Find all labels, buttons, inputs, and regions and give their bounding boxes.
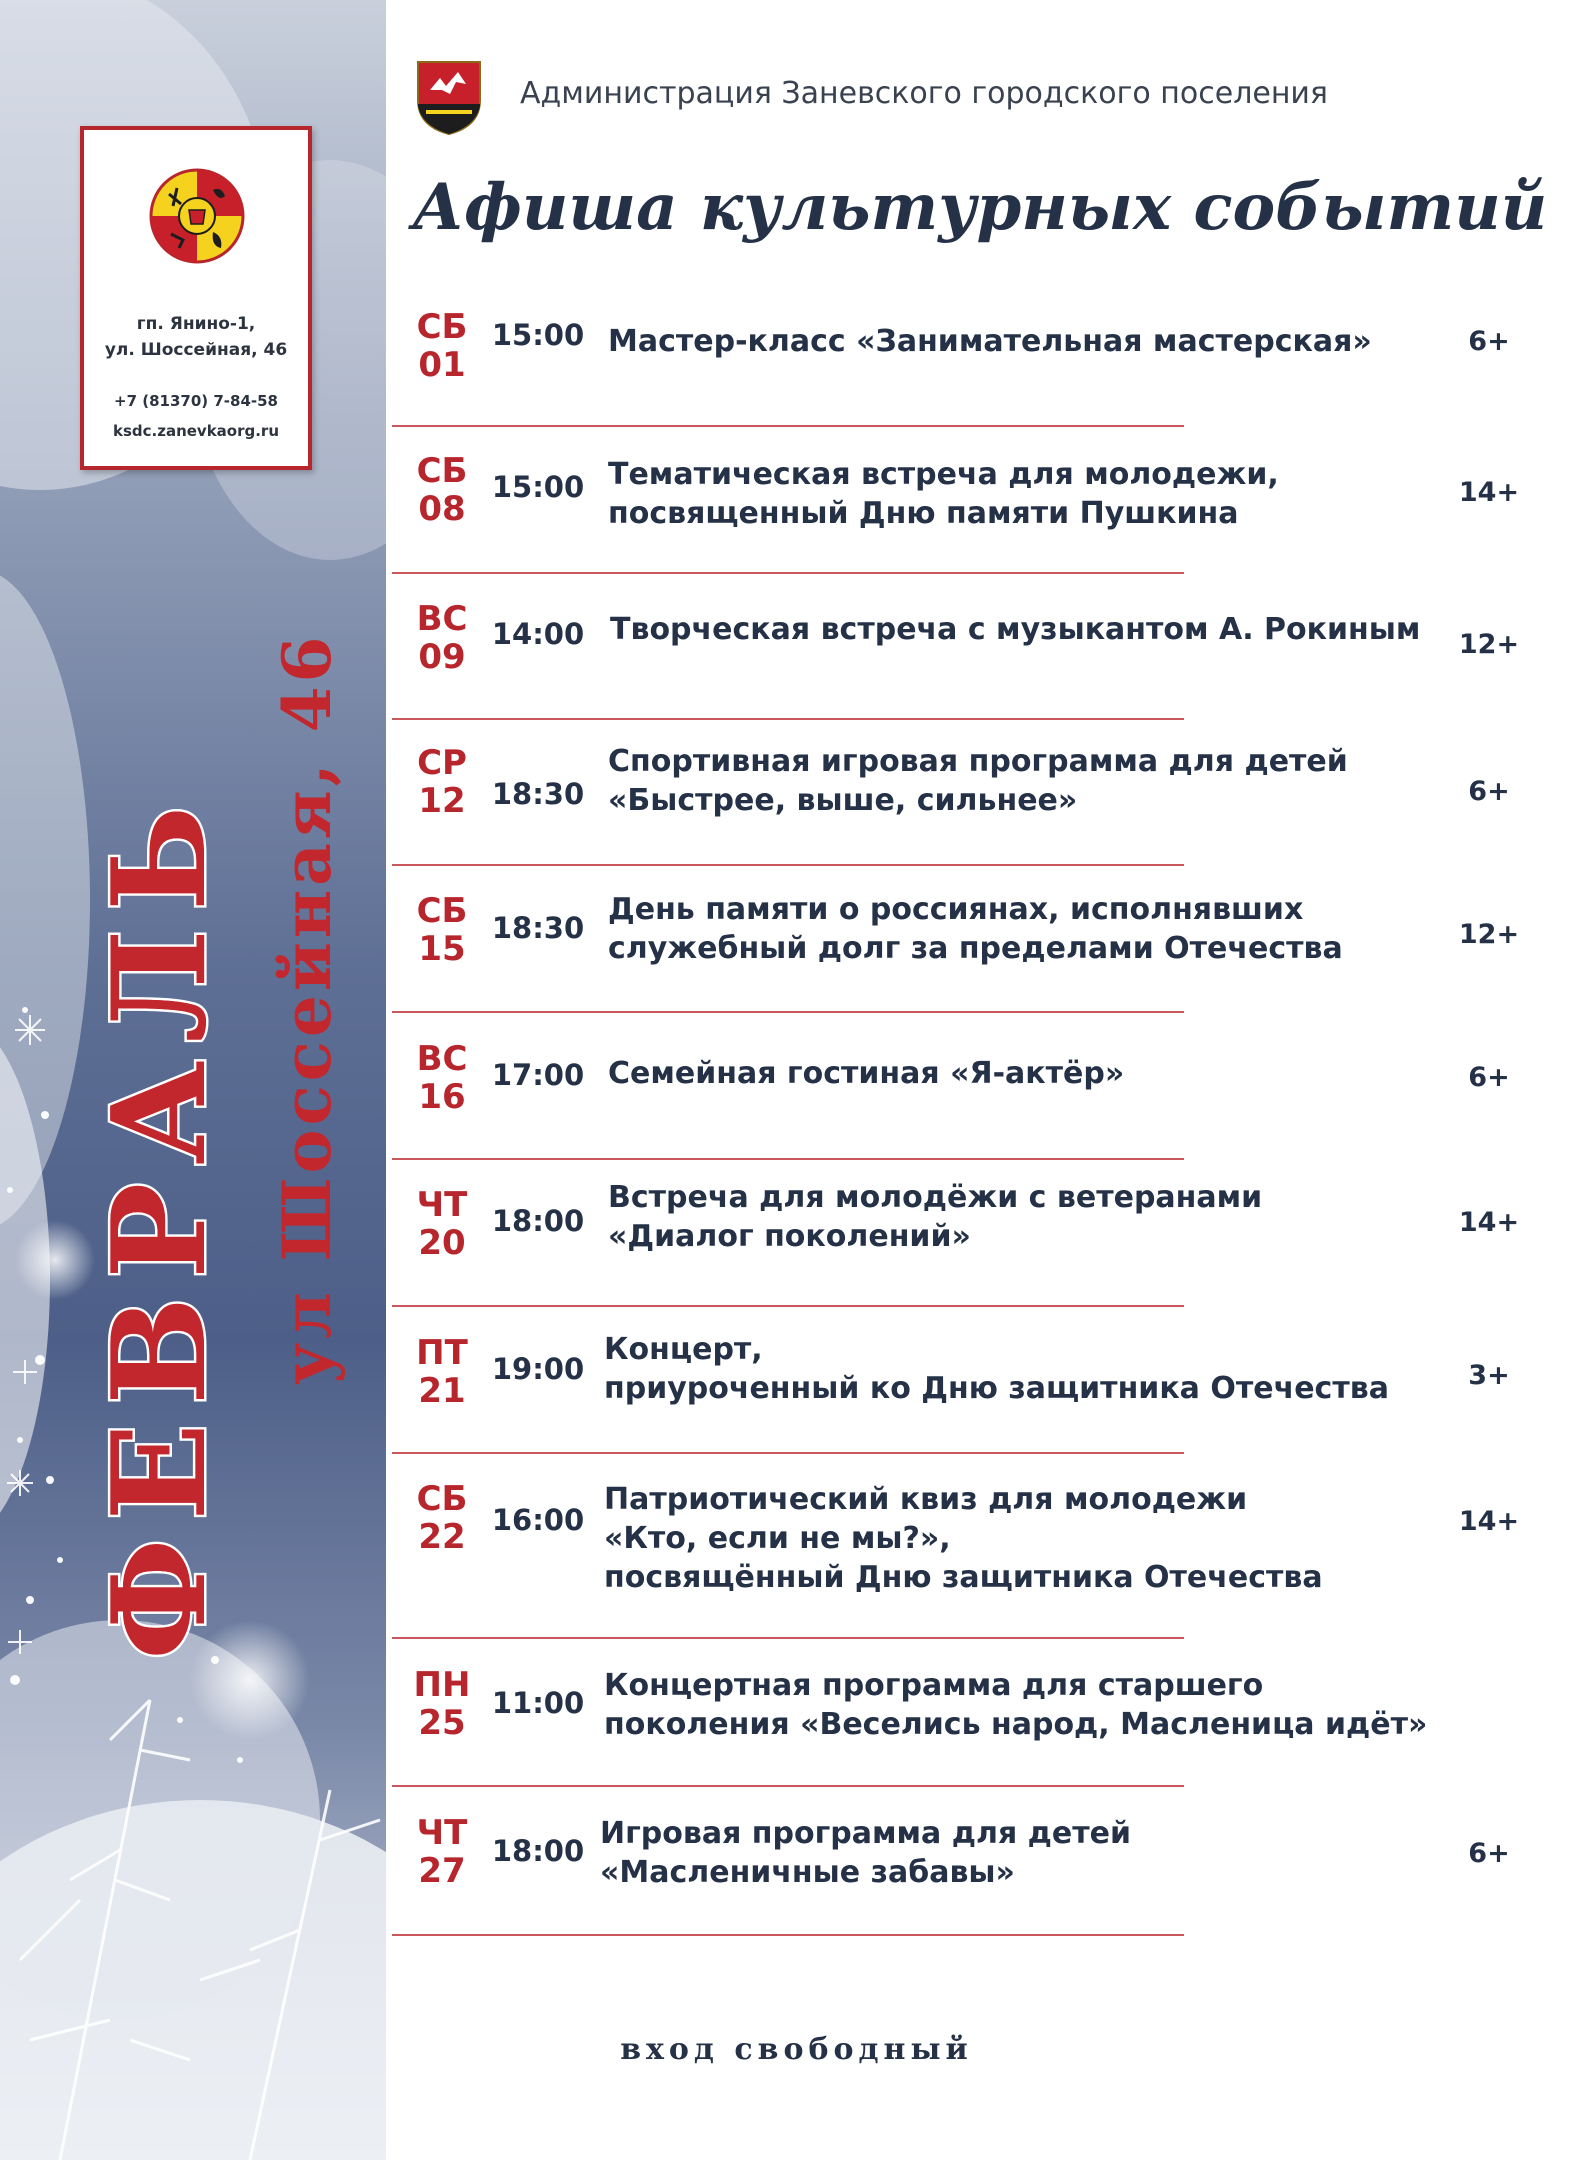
event-description — [608, 742, 1428, 820]
event-time: 17:00 — [491, 1058, 585, 1092]
event-day-number: 21 — [418, 1371, 466, 1411]
event-day-number: 01 — [418, 345, 466, 385]
event-description-line: «Кто, если не мы?», — [604, 1521, 951, 1556]
event-day-number: 27 — [418, 1851, 466, 1891]
event-age-rating: 6+ — [1468, 1062, 1510, 1093]
event-separator — [392, 1011, 1184, 1013]
event-weekday: СБ — [416, 891, 468, 931]
event-weekday: СБ — [416, 307, 468, 347]
event-description-line: Встреча для молодёжи с ветеранами — [608, 1180, 1263, 1215]
side-banner — [0, 0, 386, 2160]
event-time: 18:00 — [491, 1204, 585, 1238]
event-description-line: Игровая программа для детей — [600, 1816, 1131, 1851]
event-description-line: Концерт, — [604, 1332, 763, 1367]
address-vertical: ул Шоссейная, 46 — [268, 632, 346, 1385]
event-weekday: ПТ — [416, 1333, 468, 1373]
page-title: Афиша культурных событий — [412, 170, 1548, 245]
event-description-line: «Быстрее, выше, сильнее» — [608, 783, 1078, 818]
event-description — [608, 455, 1428, 533]
logo-card — [80, 126, 312, 470]
event-description — [604, 1330, 1424, 1408]
card-address-line1: гп. Янино-1, — [136, 314, 256, 334]
event-separator — [392, 425, 1184, 427]
event-description-line: Спортивная игровая программа для детей — [608, 744, 1348, 779]
event-description-line: Творческая встреча с музыкантом А. Рокиным — [610, 612, 1421, 647]
kdc-emblem-icon — [147, 166, 247, 266]
event-weekday: СБ — [416, 451, 468, 491]
event-day-number: 22 — [418, 1517, 466, 1557]
event-description-line: приуроченный ко Дню защитника Отечества — [604, 1371, 1389, 1406]
event-age-rating: 12+ — [1458, 919, 1520, 950]
card-website: ksdc.zanevkaorg.ru — [112, 422, 280, 440]
event-description-line: посвящённый Дню защитника Отечества — [604, 1560, 1323, 1595]
event-age-rating: 3+ — [1468, 1360, 1510, 1391]
event-day-number: 16 — [418, 1077, 466, 1117]
event-separator — [392, 718, 1184, 720]
event-age-rating: 6+ — [1468, 1838, 1510, 1869]
event-day-number: 15 — [418, 929, 466, 969]
event-day-number: 20 — [418, 1223, 466, 1263]
event-description — [608, 890, 1428, 968]
event-description — [608, 322, 1428, 361]
event-day-number: 12 — [418, 781, 466, 821]
footer-free-entry: вход свободный — [620, 2032, 973, 2067]
event-description — [608, 1178, 1428, 1256]
event-time: 18:30 — [491, 911, 585, 945]
event-separator — [392, 864, 1184, 866]
event-separator — [392, 1158, 1184, 1160]
event-weekday: ЧТ — [416, 1813, 468, 1853]
card-phone: +7 (81370) 7-84-58 — [114, 392, 278, 410]
administration-name: Администрация Заневского городского поселения — [520, 76, 1328, 111]
event-weekday: ЧТ — [416, 1185, 468, 1225]
event-time: 14:00 — [491, 617, 585, 651]
event-age-rating: 14+ — [1458, 1506, 1520, 1537]
event-description-line: Тематическая встреча для молодежи, — [608, 457, 1279, 492]
event-description-line: Патриотический квиз для молодежи — [604, 1482, 1248, 1517]
coat-of-arms-icon — [416, 60, 482, 136]
event-separator — [392, 572, 1184, 574]
month-vertical: ФЕВРАЛЬ — [85, 787, 235, 1660]
event-description — [610, 610, 1430, 649]
event-weekday: СР — [417, 743, 467, 783]
event-description-line: «Диалог поколений» — [608, 1219, 971, 1254]
event-day-number: 25 — [418, 1703, 466, 1743]
event-separator — [392, 1637, 1184, 1639]
event-weekday: СБ — [416, 1479, 468, 1519]
event-time: 15:00 — [491, 470, 585, 504]
event-weekday: ВС — [416, 599, 468, 639]
event-description-line: Семейная гостиная «Я-актёр» — [608, 1056, 1125, 1091]
event-description-line: Концертная программа для старшего — [604, 1668, 1264, 1703]
event-weekday: ВС — [416, 1039, 468, 1079]
event-age-rating: 12+ — [1458, 629, 1520, 660]
event-description-line: Мастер-класс «Занимательная мастерская» — [608, 324, 1372, 359]
event-separator — [392, 1305, 1184, 1307]
event-time: 18:00 — [491, 1834, 585, 1868]
event-time: 11:00 — [491, 1686, 585, 1720]
event-description-line: «Масленичные забавы» — [600, 1855, 1015, 1890]
event-description-line: поколения «Веселись народ, Масленица идёт» — [604, 1707, 1428, 1742]
event-time: 18:30 — [491, 777, 585, 811]
event-description-line: служебный долг за пределами Отечества — [608, 931, 1343, 966]
event-time: 16:00 — [491, 1503, 585, 1537]
event-age-rating: 6+ — [1468, 326, 1510, 357]
event-time: 19:00 — [491, 1352, 585, 1386]
event-description — [604, 1666, 1428, 1744]
event-day-number: 08 — [418, 489, 466, 529]
event-age-rating: 14+ — [1458, 477, 1520, 508]
event-separator — [392, 1785, 1184, 1787]
event-description — [600, 1814, 1420, 1892]
event-weekday: ПН — [413, 1665, 471, 1705]
event-separator — [392, 1452, 1184, 1454]
event-description — [608, 1054, 1428, 1093]
event-separator — [392, 1934, 1184, 1936]
event-age-rating: 6+ — [1468, 776, 1510, 807]
event-description-line: посвященный Дню памяти Пушкина — [608, 496, 1239, 531]
event-time: 15:00 — [491, 318, 585, 352]
event-description — [604, 1480, 1424, 1597]
event-description-line: День памяти о россиянах, исполнявших — [608, 892, 1304, 927]
event-age-rating: 14+ — [1458, 1207, 1520, 1238]
event-day-number: 09 — [418, 637, 466, 677]
card-address-line2: ул. Шоссейная, 46 — [104, 340, 288, 360]
